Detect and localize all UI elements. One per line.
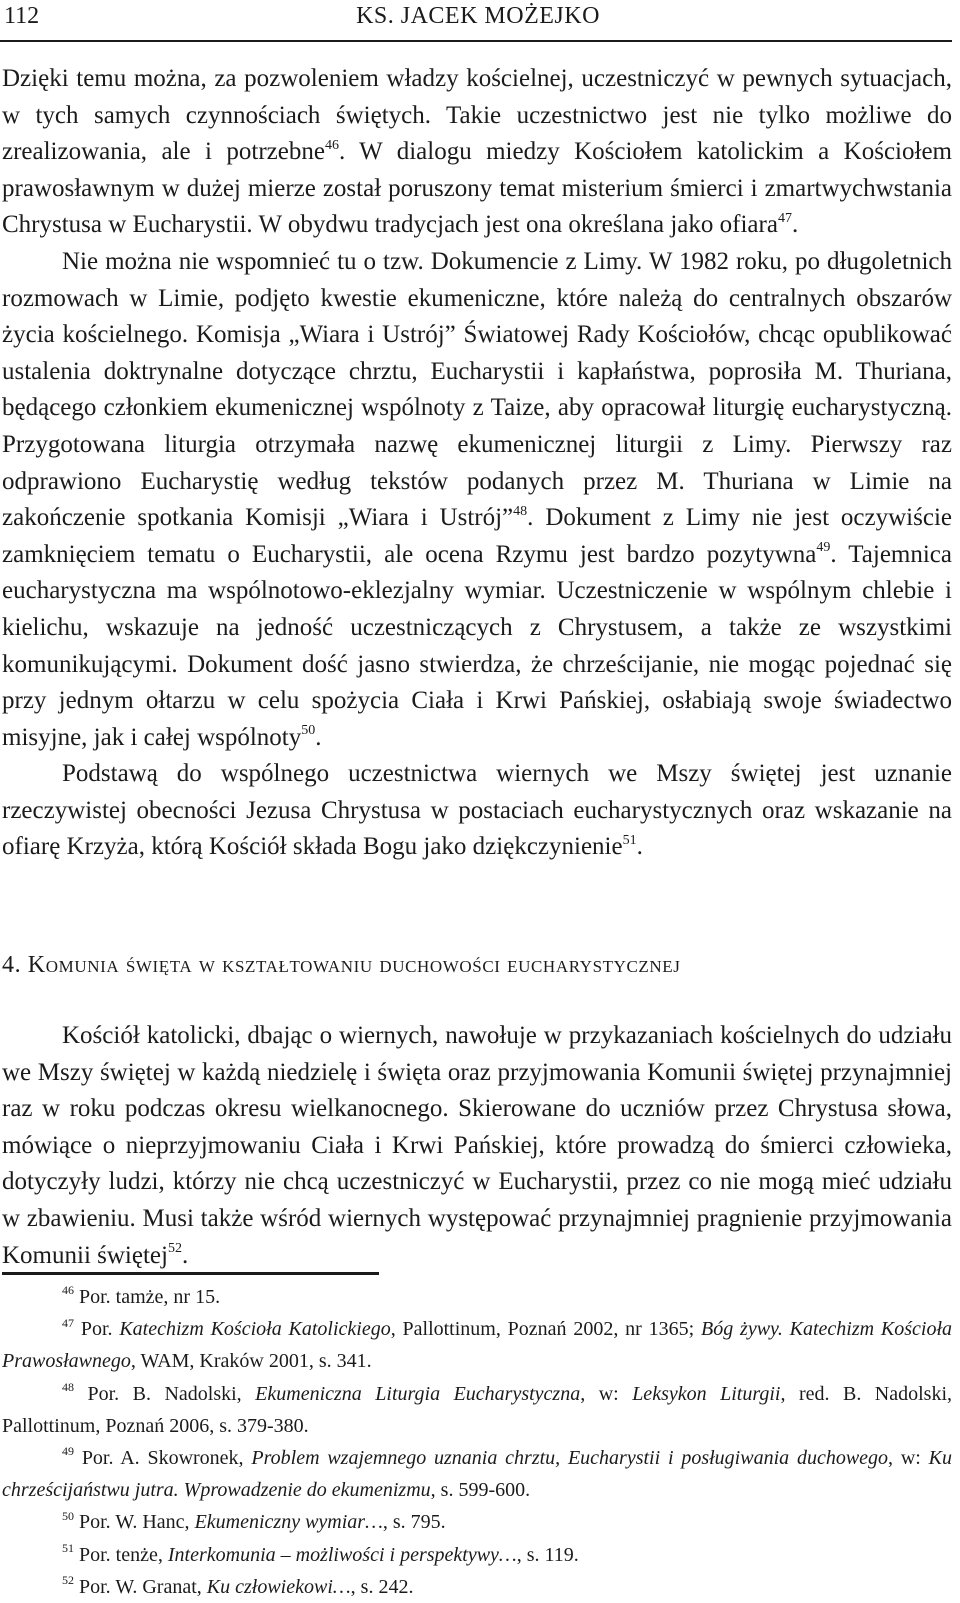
page-number: 112: [4, 3, 40, 29]
text-run: .: [791, 211, 799, 239]
paragraphs: [2, 61, 952, 866]
italic-title: Ekumeniczna Liturgia Eucharystyczna: [255, 1382, 581, 1405]
text-run: . Dokument z Limy nie jest oczywiście zamknięciem tematu o Eucharystii, ale ocena Rzymu jest bardzo pozytywna: [2, 504, 952, 568]
header-rule: [0, 40, 952, 42]
footnote: [2, 1539, 952, 1571]
footnote: [2, 1378, 952, 1442]
footnote-ref: 46: [324, 137, 339, 153]
text-run: , w:: [580, 1382, 633, 1405]
section-text: [2, 1018, 952, 1274]
text-run: , s. 119.: [516, 1543, 579, 1566]
text-run: Kościół katolicki, dbając o wiernych, nawołuje w przykazaniach kościelnych do udziału we Mszy świętej w każdą niedzielę i święta oraz przyjmowania Komunii świętej przynajmniej raz w roku podczas okresu wielkanocnego. Skierowane do uczniów przez Chrystusa słowa, mówiące o nieprzyjmowaniu Ciała i Krwi Pańskiej, które prowadzą do śmierci człowieka, dotyczyły ludzi, którzy nie chcą uczestniczyć w Eucharystii, przez co nie mogą mieć udziału w zbawieniu. Musi także wśród wiernych występować przynajmniej pragnienie przyjmowania Komunii świętej: [2, 1022, 952, 1269]
text-run: , s. 599-600.: [430, 1479, 531, 1502]
section-heading: 4. Komunia święta w kształtowaniu duchowości eucharystycznej: [2, 952, 681, 978]
text-run: , red. B. Nadolski, Pallottinum, Poznań 2006, s. 379-380.: [2, 1382, 953, 1437]
footnote-number: 47: [62, 1315, 74, 1330]
text-run: , w:: [888, 1447, 929, 1470]
section-paragraphs: [2, 1018, 952, 1274]
italic-title: Interkomunia – możliwości i perspektywy…: [167, 1543, 517, 1566]
italic-title: Ekumeniczny wymiar…: [194, 1511, 383, 1534]
footnote-number: 48: [62, 1379, 74, 1394]
italic-title: Problem wzajemnego uznania chrztu, Eucharystii i posługiwania duchowego: [251, 1447, 889, 1470]
text-run: Por. B. Nadolski,: [87, 1382, 256, 1405]
footnote-number: 52: [62, 1573, 74, 1588]
footnote: [2, 1281, 952, 1313]
text-run: , s. 795.: [382, 1511, 446, 1534]
footnote-rule: [2, 1272, 379, 1275]
text-run: Por. W. Granat,: [79, 1575, 207, 1598]
text-run: Por. tenże,: [79, 1543, 168, 1566]
text-run: .: [315, 723, 322, 751]
running-title: KS. JACEK MOŻEJKO: [356, 3, 600, 29]
footnote: [2, 1571, 952, 1603]
footnote-number: 50: [62, 1508, 74, 1523]
footnote: [2, 1506, 952, 1538]
footnote-ref: 52: [167, 1241, 182, 1257]
paragraph: [2, 756, 952, 866]
footnotes: [2, 1281, 952, 1603]
footnote-ref: 47: [777, 211, 792, 227]
italic-title: Katechizm Kościoła Katolickiego: [119, 1318, 391, 1341]
italic-title: Leksykon Liturgii: [632, 1382, 781, 1405]
text-run: Por. A. Skowronek,: [81, 1447, 252, 1470]
paragraph: [2, 61, 952, 244]
paragraph: [2, 1018, 952, 1274]
text-run: Dzięki temu można, za pozwoleniem władzy kościelnej, uczestniczyć w pewnych sytuacjach, w tych samych czynnościach świętych. Takie uczestnictwo jest nie tylko możliwe do zrealizowania, ale i potrzebne: [2, 65, 952, 166]
text-run: Por. tamże, nr 15.: [79, 1286, 221, 1308]
text-run: . W dialogu miedzy Kościołem katolickim a Kościołem prawosławnym w dużej mierze został poruszony temat misterium śmierci i zmartwychwstania Chrystusa w Eucharystii. W obydwu tradycjach jest ona określana jako ofiara: [2, 138, 952, 239]
footnote-ref: 49: [816, 540, 831, 556]
text-run: , s. 242.: [350, 1575, 414, 1598]
text-run: . Tajemnica eucharystyczna ma wspólnotowo-eklezjalny wymiar. Uczestniczenie w wspólnym chlebie i kielichu, wskazuje na jedność uczestniczących z Chrystusem, a także ze wszystkimi komunikującymi. Dokument dość jasno stwierdza, że chrześcijanie, nie mogąc pojednać się przy jednym ołtarzu w celu spożycia Ciała i Krwi Pańskiej, osłabiają swoje świadectwo misyjne, jak i całej wspólnoty: [2, 540, 952, 751]
text-run: .: [636, 833, 643, 861]
text-run: , WAM, Kraków 2001, s. 341.: [130, 1350, 372, 1373]
text-run: , Pallottinum, Poznań 2002, nr 1365;: [390, 1318, 702, 1341]
text-run: Por.: [80, 1318, 120, 1341]
italic-title: Bóg żywy. Katechizm Kościoła Prawosławnego: [2, 1318, 953, 1373]
italic-title: Ku człowiekowi…: [206, 1575, 351, 1598]
footnote-ref: 48: [513, 503, 528, 519]
paragraph: [2, 244, 952, 756]
footnote-number: 46: [62, 1283, 74, 1298]
main-text: [2, 61, 952, 866]
footnote: [2, 1442, 952, 1506]
text-run: Nie można nie wspomnieć tu o tzw. Dokumencie z Limy. W 1982 roku, po długoletnich rozmowach w Limie, podjęto kwestie ekumeniczne, które należą do centralnych obszarów życia kościelnego. Komisja „Wiara i Ustrój” Światowej Rady Kościołów, chcąc opublikować ustalenia doktrynalne dotyczące chrztu, Eucharystii i kapłaństwa, poprosiła M. Thuriana, będącego członkiem ekumenicznej wspólnoty z Taize, aby opracował liturgię eucharystyczną. Przygotowana liturgia otrzymała nazwę ekumenicznej liturgii z Limy. Pierwszy raz odprawiono Eucharystię według tekstów podanych przez M. Thuriana w Limie na zakończenie spotkania Komisji „Wiara i Ustrój”: [2, 247, 952, 532]
footnote-number: 51: [62, 1540, 74, 1555]
footnote-ref: 51: [622, 833, 637, 849]
italic-title: Ku chrześcijaństwu jutra. Wprowadzenie do ekumenizmu: [2, 1447, 953, 1502]
footnote-ref: 50: [301, 723, 316, 739]
running-header: [4, 0, 952, 34]
footnote-number: 49: [62, 1444, 74, 1459]
footnote: [2, 1313, 952, 1377]
text-run: Por. W. Hanc,: [79, 1511, 195, 1534]
text-run: .: [181, 1241, 189, 1269]
text-run: Podstawą do wspólnego uczestnictwa wiernych we Mszy świętej jest uznanie rzeczywistej obecności Jezusa Chrystusa w postaciach eucharystycznych oraz wskazanie na ofiarę Krzyża, którą Kościół składa Bogu jako dziękczynienie: [2, 760, 952, 861]
